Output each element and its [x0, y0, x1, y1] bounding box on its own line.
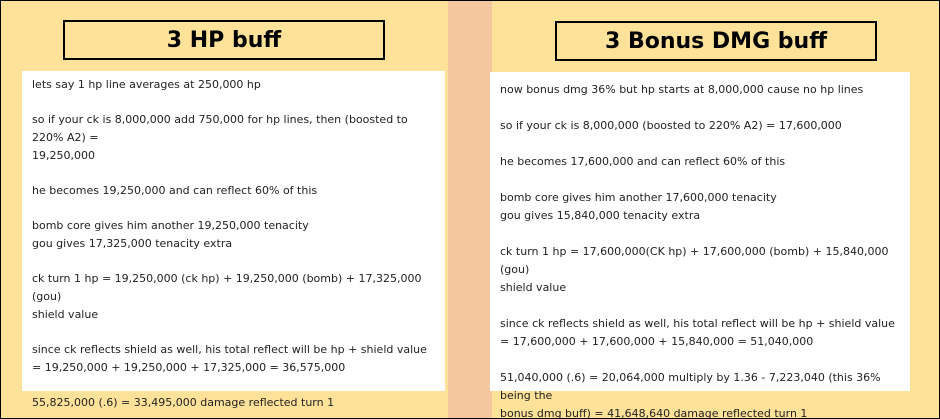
- left-paragraph-line: so if your ck is 8,000,000 add 750,000 for hp lines, then (boosted to 220% A2) =: [32, 113, 408, 144]
- right-paragraph: [500, 315, 900, 351]
- left-paragraph: [32, 270, 435, 324]
- bonus-dmg-buff-title-text: 3 Bonus DMG buff: [604, 28, 828, 54]
- left-paragraph-line: 19,250,000: [32, 149, 95, 162]
- right-paragraph-line: gou gives 15,840,000 tenacity extra: [500, 209, 701, 222]
- left-paragraph: [32, 341, 435, 377]
- right-paragraph-line: now bonus dmg 36% but hp starts at 8,000,000 cause no hp lines: [500, 83, 864, 96]
- left-paragraph-line: he becomes 19,250,000 and can reflect 60% of this: [32, 184, 318, 197]
- right-paragraph: [500, 117, 900, 135]
- right-paragraph: [500, 81, 900, 99]
- right-paragraph: [500, 243, 900, 297]
- bonus-dmg-buff-title: [555, 21, 877, 61]
- right-paragraph: [500, 189, 900, 225]
- hp-buff-title-text: 3 HP buff: [166, 27, 282, 53]
- left-paragraph-line: shield value: [32, 308, 99, 321]
- column-divider: [448, 1, 492, 418]
- hp-buff-explanation: [22, 71, 445, 409]
- right-paragraph-line: bonus dmg buff) = 41,648,640 damage reflected turn 1: [500, 407, 808, 419]
- left-paragraph-line: since ck reflects shield as well, his total reflect will be hp + shield value: [32, 343, 427, 356]
- left-paragraph: [32, 217, 435, 253]
- right-paragraph: [500, 369, 900, 419]
- left-paragraph: [32, 76, 435, 94]
- right-paragraph-line: so if your ck is 8,000,000 (boosted to 220% A2) = 17,600,000: [500, 119, 842, 132]
- right-paragraph-line: shield value: [500, 281, 567, 294]
- right-paragraph-line: 51,040,000 (.6) = 20,064,000 multiply by 1.36 - 7,223,040 (this 36% being the: [500, 371, 881, 402]
- right-paragraph: [500, 153, 900, 171]
- hp-buff-title: [63, 20, 385, 60]
- left-paragraph-line: gou gives 17,325,000 tenacity extra: [32, 237, 233, 250]
- left-paragraph: [32, 182, 435, 200]
- left-paragraph: [32, 394, 435, 412]
- right-paragraph-line: he becomes 17,600,000 and can reflect 60% of this: [500, 155, 786, 168]
- left-paragraph: [32, 111, 435, 165]
- left-paragraph-line: = 19,250,000 + 19,250,000 + 17,325,000 = 36,575,000: [32, 361, 346, 374]
- right-paragraph-line: since ck reflects shield as well, his total reflect will be hp + shield value: [500, 317, 895, 330]
- bonus-dmg-buff-explanation: [490, 72, 910, 419]
- right-paragraph-line: bomb core gives him another 17,600,000 tenacity: [500, 191, 777, 204]
- right-paragraph-line: = 17,600,000 + 17,600,000 + 15,840,000 = 51,040,000: [500, 335, 814, 348]
- left-paragraph-line: bomb core gives him another 19,250,000 tenacity: [32, 219, 309, 232]
- right-paragraph-line: ck turn 1 hp = 17,600,000(CK hp) + 17,600,000 (bomb) + 15,840,000 (gou): [500, 245, 889, 276]
- left-paragraph-line: lets say 1 hp line averages at 250,000 hp: [32, 78, 261, 91]
- left-paragraph-line: ck turn 1 hp = 19,250,000 (ck hp) + 19,250,000 (bomb) + 17,325,000 (gou): [32, 272, 422, 303]
- left-paragraph-line: 55,825,000 (.6) = 33,495,000 damage reflected turn 1: [32, 396, 335, 409]
